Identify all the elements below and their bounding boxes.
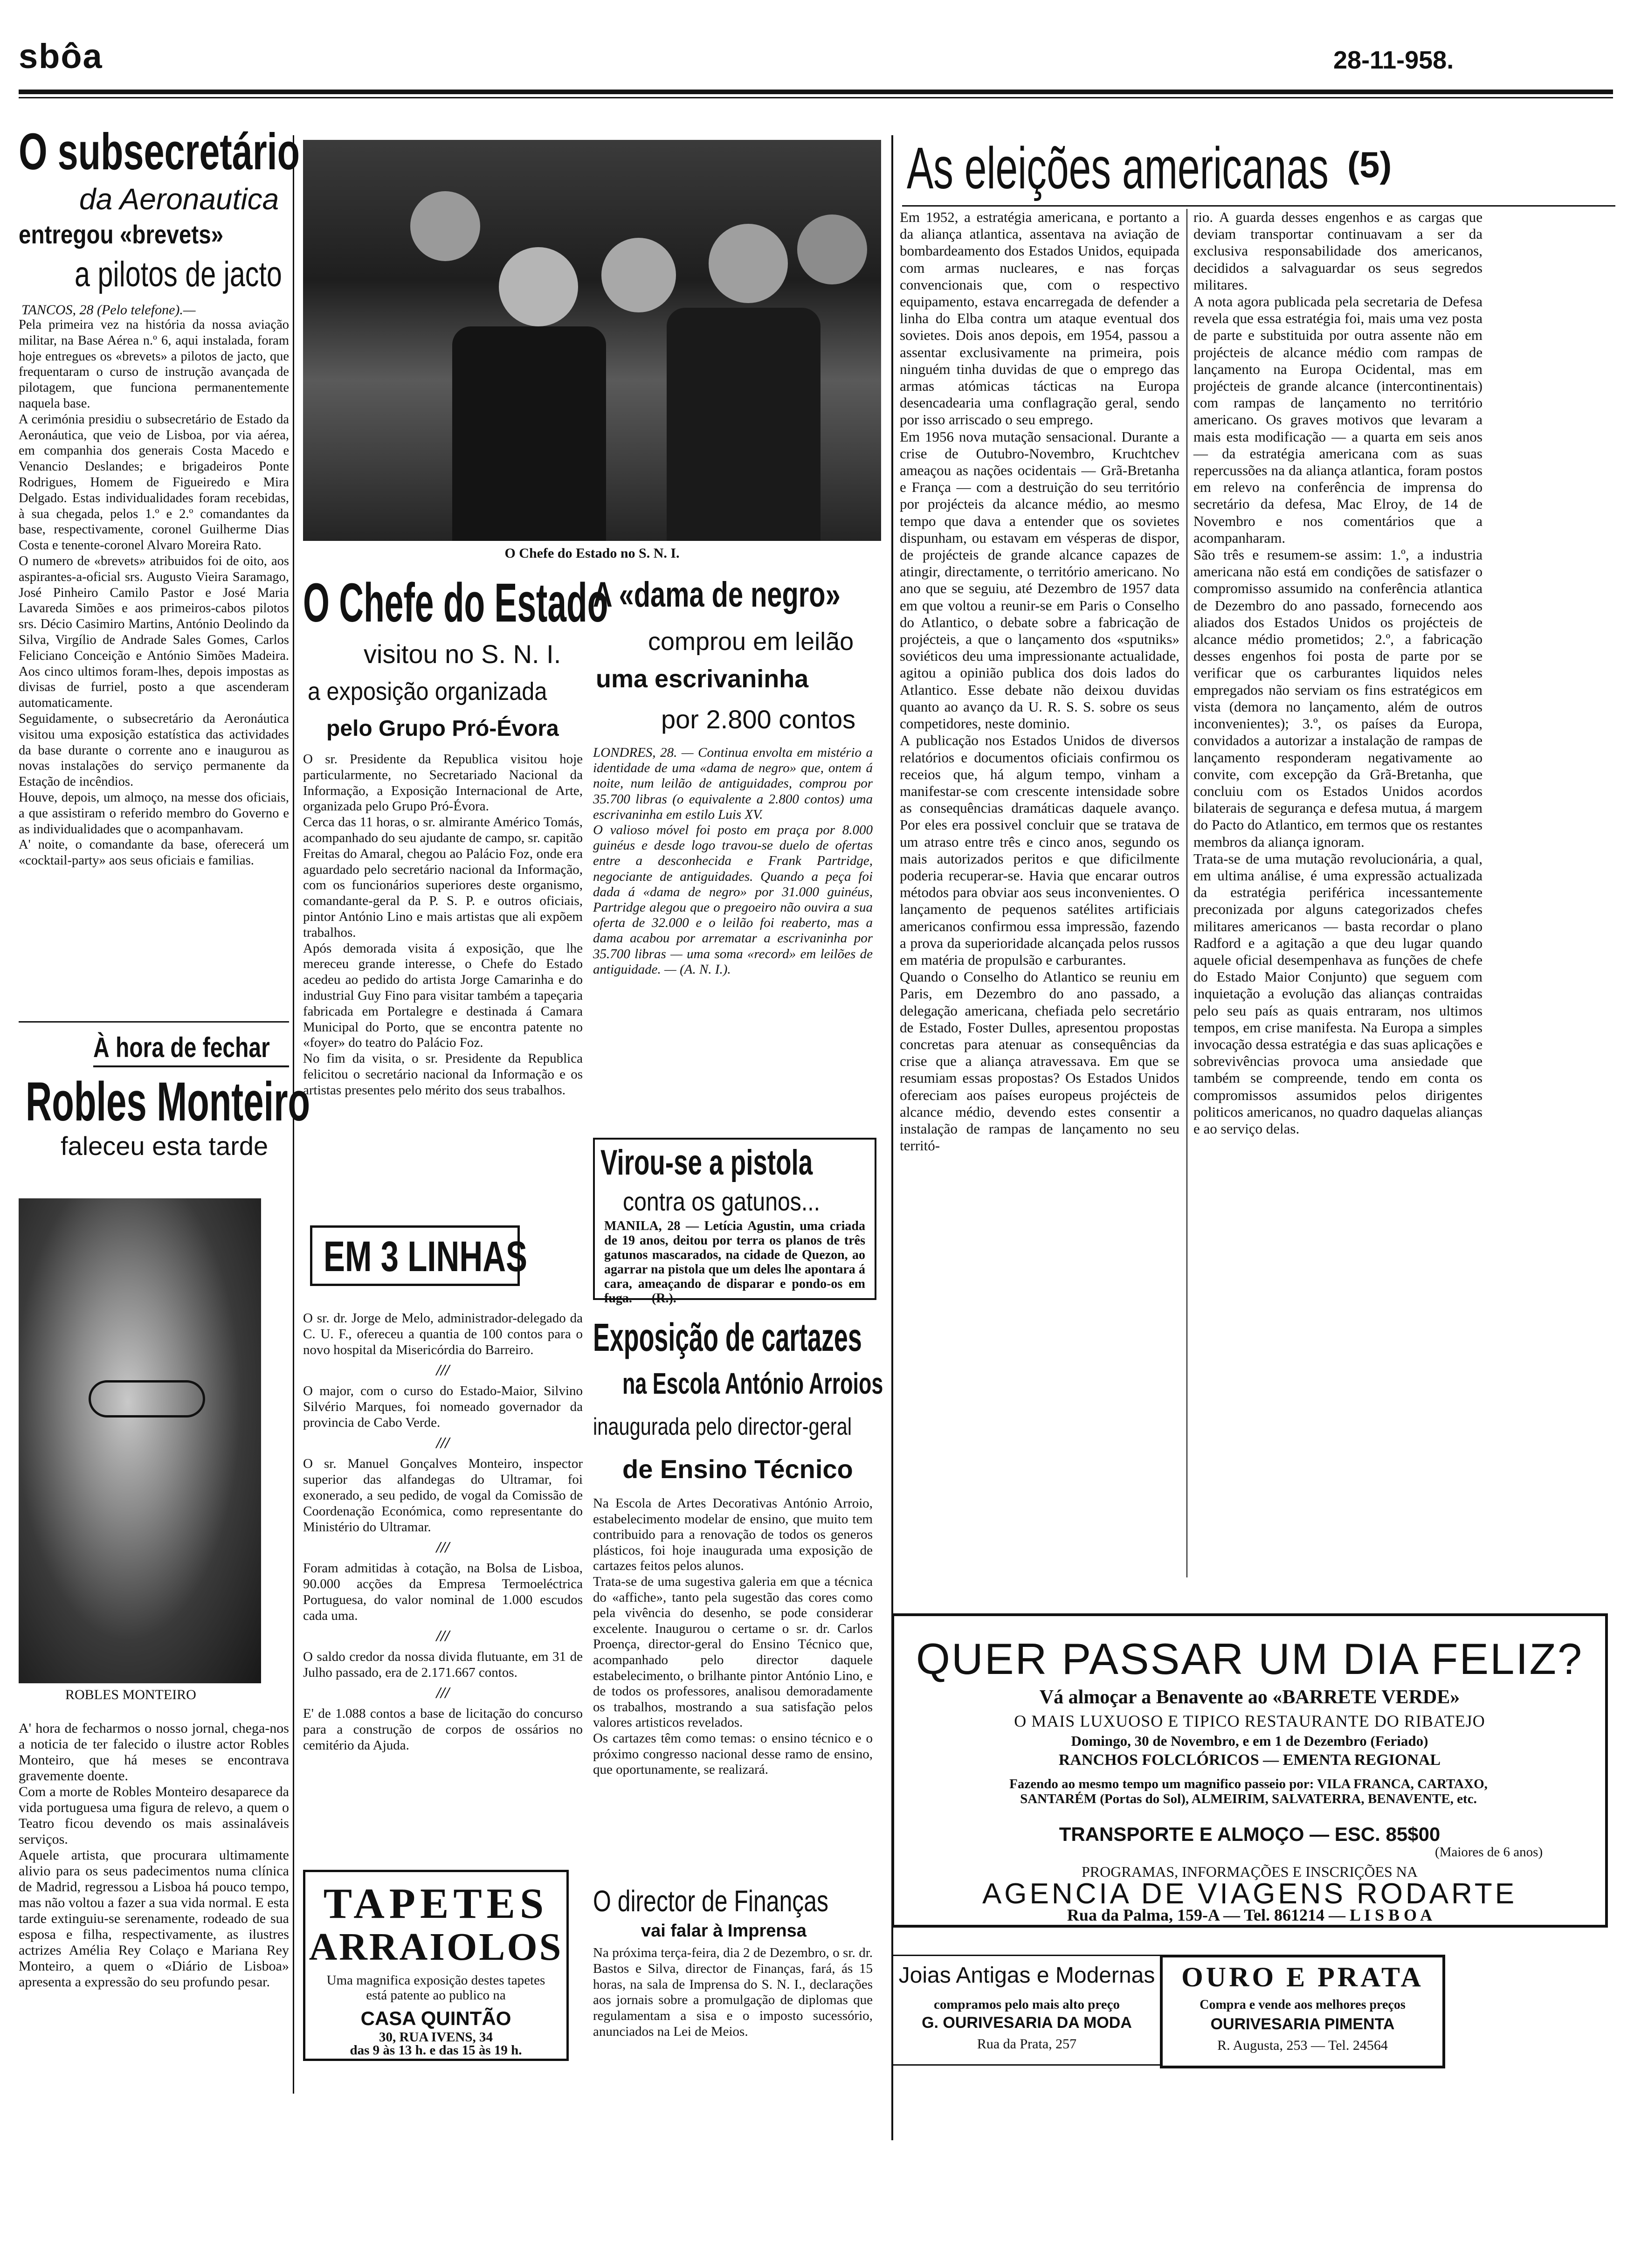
- masthead-rule-thin: [19, 97, 1613, 98]
- brief-separator: ///: [436, 1627, 450, 1645]
- eleicoes-headline: As eleições americanas: [907, 135, 1329, 201]
- chefe-body: O sr. Presidente da Republica visitou hoje particularmente, no Secretariado Nacional da Informação, a Exposição Internacional de Arte, organizada pelo Grupo Pró-Évora. Cerca das 11 horas, o sr. almirante Américo Tomás, acompanhado do seu ajudante de campo, sr. capitão Freitas do Amaral, chegou ao Palácio Foz, onde era aguardado pelo secretário nacional da Informação, com os funcionários superiores deste organismo, comandante-geral da P. S. P. e outros oficiais, pintor António Lino e mais artistas que ali expõem trabalhos. Após demorada visita á exposição, que lhe mereceu grande interesse, o Chefe do Estado acedeu ao pedido do artista Jorge Camarinha e do industrial Guy Fino para visitar também a tapeçaria fabricada em Portalegre e destinada á Camara Municipal do Porto, que se encontra patente no «foyer» do teatro do Palácio Foz. No fim da visita, o sr. Presidente da Republica felicitou o secretário nacional da Informação e os artistas presentes pelo mérito dos seus trabalhos.: [303, 752, 583, 1098]
- ouro-ad-title: OURO E PRATA: [1181, 1962, 1424, 1992]
- joias-ad-shop: G. OURIVESARIA DA MODA: [922, 2014, 1132, 2032]
- tapetes-ad-title: TAPETES: [323, 1880, 549, 1927]
- photo-figure: [601, 238, 676, 312]
- photo-figure: [410, 191, 480, 261]
- joias-ad-line: Rua da Prata, 257: [977, 2036, 1077, 2052]
- aero-subheadline: da Aeronautica: [79, 182, 279, 216]
- expo-subheadline: na Escola António Arroios: [622, 1367, 883, 1400]
- rodarte-ad: [891, 1613, 1608, 1928]
- expo-subheadline-2: inaugurada pelo director-geral: [593, 1413, 852, 1440]
- headline-rule: [902, 205, 1615, 207]
- tapetes-ad-shop: CASA QUINTÃO: [360, 2007, 511, 2029]
- robles-body: A' hora de fecharmos o nosso jornal, chega-nos a noticia de ter falecido o ilustre actor Robles Monteiro, que há meses se encontrava gravemente doente. Com a morte de Robles Monteiro desaparece da vida portuguesa uma figura de relevo, a quem o Teatro ficou devendo os mais assinaláveis serviços. Aquele artista, que procurara ultimamente alivio para os seus padecimentos numa clínica de Madrid, regressou a Lisboa há pouco tempo, mas não voltou a fazer a sua vida normal. E esta tarde extinguiu-se serenamente, rodeado de sua esposa e filha, respectivamente, as ilustres actrizes Amélia Rey Colaço e Mariana Rey Monteiro, a quem o «Diário de Lisboa» apresenta a expressão do seu profundo pesar.: [19, 1721, 289, 1990]
- portrait-glasses: [89, 1380, 205, 1418]
- brief-item: O saldo credor da nossa divida flutuante, em 31 de Julho passado, era de 2.171.667 contos.: [303, 1649, 583, 1680]
- rodarte-ad-line: Vá almoçar a Benavente ao «BARRETE VERDE»: [1039, 1687, 1460, 1708]
- robles-portrait: [19, 1198, 261, 1683]
- ouro-ad-shop: OURIVESARIA PIMENTA: [1210, 2015, 1395, 2033]
- brief-separator: ///: [436, 1539, 450, 1556]
- rodarte-ad-line: RANCHOS FOLCLÓRICOS — EMENTA REGIONAL: [1058, 1751, 1441, 1769]
- tapetes-ad-hours: das 9 às 13 h. e das 15 às 19 h.: [350, 2043, 522, 2058]
- pistola-box: [593, 1138, 876, 1306]
- rodarte-ad-address: Rua da Palma, 159-A — Tel. 861214 — L I S B O A: [1067, 1906, 1433, 1924]
- dama-subheadline-3: por 2.800 contos: [661, 705, 856, 734]
- rodarte-ad-line: Domingo, 30 de Novembro, e em 1 de Dezembro (Feriado): [1071, 1733, 1428, 1749]
- brief-item: E' de 1.088 contos a base de licitação do concurso para a construção de corpos de ossários no cemitério da Ajuda.: [303, 1706, 583, 1753]
- pistola-headline: Virou-se a pistola: [600, 1143, 813, 1182]
- ouro-ad-line: Compra e vende aos melhores preços: [1200, 1998, 1406, 2012]
- rodarte-ad-line: Fazendo ao mesmo tempo um magnifico passeio por: VILA FRANCA, CARTAXO, SANTARÉM (Portas do Sol), ALMEIRIM, SALVATERRA, BENAVENTE, etc.: [1009, 1777, 1488, 1806]
- rodarte-ad-price: TRANSPORTE E ALMOÇO — ESC. 85$00: [1059, 1823, 1441, 1845]
- ouro-ad-line: R. Augusta, 253 — Tel. 24564: [1217, 2038, 1388, 2053]
- eleicoes-body-left: Em 1952, a estratégia americana, e portanto a da aliança atlantica, assentava na aviação de bombardeamento dos Estados Unidos, equipada com armas nucleares, e nas forças convencionais que, com o respectivo equipamento, estava encarregada de defender a linha do Elba contra um ataque eventual dos sovietes. Dois anos depois, em 1954, passou a assentar exclusivamente na primeira, pois ninguém tinha duvidas de que o emprego das armas atómicas tácticas na Europa desencadearia uma conflagração geral, sendo por isso arriscado o seu emprego. Em 1956 nova mutação sensacional. Durante a crise de Outubro-Novembro, Kruchtchev ameaçou as nações ocidentais — Grã-Bretanha e França — com a destruição do seu território por projécteis da alcance médio, ao mesmo tempo que dava a entender que os sovietes dispunham, ou estavam em vésperas de dispor, de projécteis de grande alcance capazes de atingir, directamente, o território americano. No ano que se seguiu, até Dezembro de 1957 data em que voltou a reunir-se em Paris o Conselho do Atlantico, o debate sobre a fabricação de projécteis, a que o lançamento dos «sputniks» soviéticos deu uma impressionante actualidade, agitou a opinião publica dos dois lados do Atlantico. Esse debate não deixou duvidas quanto ao avanço da U. R. S. S. sobre os seus competidores, neste dominio. A publicação nos Estados Unidos de diversos relatórios e documentos oficiais confirmou os receios que, há algum tempo, vinham a manifestar-se com crescente intensidade sobre as consequências dramáticas daquele avanço. Por eles era possivel concluir que se tratava de um atraso entre três e cinco anos, segundo os mais autorizados peritos e que dificilmente poderia recuperar-se. Havia que encarar outros métodos para obviar aos seus inconvenientes. O lançamento de pequenos satélites artificiais americanos confirmou essa impressão, fazendo a prova da superioridade alcançada pelos russos em matéria de propulsão e carburantes. Quando o Conselho do Atlantico se reuniu em Paris, em Dezembro do ano passado, a delegação americana, chefiada pelo secretário de Estado, Foster Dulles, apresentou propostas concretas para atenuar as consequências da crise que a aliança atravessava. Em que se resumiam essas propostas? Os Estados Unidos ofereciam aos países europeus projécteis de alcance médio, devendo estes consentir a instalação de rampas de lançamento no seu territó-: [900, 209, 1179, 1154]
- em3linhas-banner: [310, 1225, 528, 1286]
- tapetes-ad-text: Uma magnifica exposição destes tapetes está patente ao publico na: [326, 1973, 545, 2003]
- aero-subheadline-3: a pilotos de jacto: [75, 255, 282, 294]
- ouro-prata-ad: [1160, 1955, 1445, 2068]
- eleicoes-body-right: rio. A guarda desses engenhos e as cargas que deviam transportar continuavam a ser da exclusiva responsabilidade dos americanos, decididos a salvaguardar os seus segredos militares. A nota agora publicada pela secretaria de Defesa revela que essa estratégia foi, mais uma vez posta de parte e substituida por outra assente não em projécteis de alcance médio com rampas de lançamento na Europa Ocidental, mas em projécteis de grande alcance (intercontinentais) com rampas de lançamento no território americano. Os graves motivos que levaram a mais esta modificação — a quarta em seis anos — da estratégia americana com as suas repercussões na da aliança atlantica, foram postos em relevo na conferência de imprensa do secretário da defesa, Mac Elroy, de 14 de Novembro e nos comentários que a acompanharam. São três e resumem-se assim: 1.º, a industria americana não está em condições de satisfazer o compromisso assumido na conferência atlantica de Dezembro do ano passado, fornecendo aos aliados dos Estados Unidos os projécteis de alcance médio prometidos; 2.º, a fabricação desses engenhos foi posta de parte por se verificar que os carburantes liquidos neles empregados não serviam os fins estratégicos em vista (demora no lançamento, além de outros inconvenientes); 3.º, os países da Europa, convidados a autorizar a instalação de rampas de lançamento responderam negativamente ao convite, com excepção da Grã-Bretanha, que concluiu com os Estados Unidos acordos bilaterais de segurança e defesa mutua, á margem do Pacto do Atlantico, em termos que os restantes membros da aliança ignoram. Trata-se de uma mutação revolucionária, a qual, em ultima análise, é uma expressão actualizada da estratégia periférica incessantemente preconizada por alguns categorizados chefes militares americanos — basta recordar o plano Radford e a agitação a que deu lugar quando aquele oficial desempenhava as funções de chefe do Estado Maior Conjunto) que seguem com inquietação a evolução das alianças contraidas pelo seu país as quais entraram, nos ultimos tempos, em crise manifesta. Na Europa a simples invocação dessa estratégia e das suas aplicações e sobrevivências provoca uma ansiedade que também se compreende, tendo em conta os compromissos assumidos pelos dirigentes politicos americanos, no quadro daquelas alianças e ao serviço delas.: [1193, 209, 1482, 1137]
- chefe-estado-photo: [303, 140, 881, 541]
- photo-figure: [452, 326, 606, 541]
- financas-headline: O director de Finanças: [593, 1884, 828, 1918]
- eleicoes-part-number: (5): [1347, 144, 1392, 185]
- briefs-list: [303, 1310, 583, 1753]
- chefe-subheadline: visitou no S. N. I.: [364, 639, 561, 669]
- brief-item: Foram admitidas à cotação, na Bolsa de Lisboa, 90.000 acções da Empresa Termoeléctrica Portuguesa, do valor nominal de 1.000 escudos cada uma.: [303, 1561, 583, 1623]
- aero-body: Pela primeira vez na história da nossa aviação militar, na Base Aérea n.º 6, aqui instalada, foram hoje entregues os «brevets» a pilotos de jacto, que frequentaram o curso de instrução avançada de pilotagem, que funciona permanentemente naquela base. A cerimónia presidiu o subsecretário de Estado da Aeronáutica, que veio de Lisboa, por via aérea, em companhia dos generais Costa Macedo e Venancio Deslandes; e brigadeiros Ponte Rodrigues, Homem de Figueiredo e Mira Delgado. Estas individualidades foram recebidas, à sua chegada, pelos 1.º e 2.º comandantes da base, respectivamente, coronel Guilherme Dias Costa e tenente-coronel Alvaro Moreira Rato. O numero de «brevets» atribuidos foi de oito, aos aspirantes-a-oficial srs. Augusto Vieira Saramago, José Pinheiro Camilo Pastor e José Maria Lavareda Simões e aos primeiros-cabos pilotos srs. Décio Casimiro Martins, António Deolindo da Silva, Virgílio de Andrade Sales Gomes, Carlos Feliciano Conceição e António Simões Madeira. Aos cinco ultimos foram-lhes, depois impostas as divisas de furriel, posto a que ascenderam automaticamente. Seguidamente, o subsecretário da Aeronáutica visitou uma exposição estatística das actividades da base durante o corrente ano e inaugurou as novas instalações do serviço permanente da Estação de incêndios. Houve, depois, um almoço, na messe dos oficiais, a que assistiram o referido membro do Governo e as individualidades que o acompanhavam. A' noite, o comandante da base, oferecerá um «cocktail-party» aos seus oficiais e familias.: [19, 318, 289, 868]
- chefe-photo-caption: O Chefe do Estado no S. N. I.: [504, 546, 680, 561]
- financas-body: Na próxima terça-feira, dia 2 de Dezembro, o sr. dr. Bastos e Silva, director de Finanças, fará, ás 15 horas, na sala de Imprensa do S. N. I., declarações aos jornais sobre a promulgação de diplomas que regulamentam a sisa e o imposto sucessório, anunciados na Lei de Meios.: [593, 1945, 873, 2039]
- brief-separator: ///: [436, 1362, 450, 1379]
- dama-headline: A «dama de negro»: [593, 575, 841, 615]
- expo-subheadline-3: de Ensino Técnico: [622, 1454, 853, 1484]
- em3linhas-label: EM 3 LINHAS: [324, 1233, 528, 1280]
- chefe-subheadline-3: pelo Grupo Pró-Évora: [326, 716, 559, 741]
- rodarte-ad-line: PROGRAMAS, INFORMAÇÕES E INSCRIÇÕES NA: [1081, 1863, 1418, 1880]
- joias-ad-line: compramos pelo mais alto preço: [934, 1997, 1120, 2012]
- rodarte-ad-agency: AGENCIA DE VIAGENS RODARTE: [982, 1878, 1517, 1910]
- financas-subheadline: vai falar à Imprensa: [641, 1921, 807, 1941]
- pistola-subheadline: contra os gatunos...: [623, 1187, 820, 1216]
- brief-separator: ///: [436, 1434, 450, 1452]
- dama-subheadline-2: uma escrivaninha: [596, 665, 809, 693]
- rodarte-ad-line: (Maiores de 6 anos): [1435, 1845, 1543, 1860]
- kicker-underline: [93, 1065, 289, 1067]
- tapetes-ad-title-2: ARRAIOLOS: [309, 1925, 563, 1969]
- robles-headline: Robles Monteiro: [26, 1071, 310, 1133]
- masthead-rule: [19, 90, 1613, 94]
- rodarte-ad-line: O MAIS LUXUOSO E TIPICO RESTAURANTE DO RIBATEJO: [1014, 1712, 1485, 1730]
- photo-figure: [709, 224, 788, 303]
- joias-ad-title: Joias Antigas e Modernas: [898, 1963, 1155, 1988]
- joias-ad: [891, 1955, 1162, 2066]
- brief-item: O sr. Manuel Gonçalves Monteiro, inspector superior das alfandegas do Ultramar, foi exonerado, a seu pedido, de vogal da Comissão de Coordenação Económica, como representante do Ministério do Ultramar.: [303, 1456, 583, 1535]
- robles-kicker: À hora de fechar: [93, 1032, 270, 1063]
- robles-caption: ROBLES MONTEIRO: [65, 1687, 196, 1702]
- pistola-body: MANILA, 28 — Letícia Agustin, uma criada de 19 anos, deitou por terra os planos de três gatunos mascarados, na cidade de Quezon, ao agarrar na pistola que um deles lhe apontara á cara, ameaçando de disparar e pondo-os em fuga. — (R.).: [604, 1219, 865, 1306]
- photo-figure: [667, 308, 820, 541]
- photo-figure: [797, 214, 867, 284]
- chefe-headline: O Chefe do Estado: [303, 572, 608, 634]
- column-divider: [1186, 209, 1187, 1577]
- masthead-paper-name: sbôa: [19, 37, 103, 76]
- aero-headline: O subsecretário: [19, 123, 300, 180]
- dama-body: LONDRES, 28. — Continua envolta em mistério a identidade de uma «dama de negro» que, ontem á noite, num leilão de antiguidades, comprou por 35.700 libras (o equivalente a 2.800 contos) uma escrivaninha em estilo Luis XV. O valioso móvel foi posto em praça por 8.000 guinéus e desde logo travou-se duelo de ofertas entre a desconhecida e Frank Partridge, negociante de antiguidades. Quando a peça foi dada á «dama de negro» por 31.000 guinéus, Partridge alegou que o pregoeiro não ouvira a sua oferta de 32.000 e o leilão foi reaberto, mas a dama acabou por arrematar a escrivaninha por 35.700 libras — uma soma «record» em leilões de antiguidade. — (A. N. I.).: [593, 745, 873, 977]
- tapetes-ad: [303, 1870, 569, 2061]
- aero-dateline: TANCOS, 28 (Pelo telefone).—: [21, 302, 196, 318]
- masthead-date: 28-11-958.: [1333, 46, 1454, 74]
- tapetes-ad-address: 30, RUA IVENS, 34: [379, 2030, 493, 2045]
- brief-separator: ///: [436, 1684, 450, 1701]
- brief-item: O sr. dr. Jorge de Melo, administrador-delegado da C. U. F., ofereceu a quantia de 100 contos para o novo hospital da Misericórdia do Barreiro.: [303, 1311, 583, 1357]
- photo-figure: [499, 247, 578, 326]
- expo-headline: Exposição de cartazes: [593, 1315, 862, 1359]
- section-rule: [19, 1021, 289, 1023]
- dama-subheadline: comprou em leilão: [648, 628, 854, 656]
- expo-body: Na Escola de Artes Decorativas António Arroio, estabelecimento modelar de ensino, que muito tem contribuido para a renovação de todos os generos plásticos, foi hoje inaugurada uma exposição de cartazes feitos pelos alunos. Trata-se de uma sugestiva galeria em que a técnica do «affiche», tanto pela sugestão das cores como pela vivência do desenho, se pode considerar excelente. Inaugurou o certame o sr. dr. Carlos Proença, director-geral do Ensino Técnico que, acompanhado pelo director daquele estabelecimento, o brilhante pintor António Lino, e de todos os professores, analisou demoradamente os trabalhos, mostrando a sua satisfação pelos valores artisticos revelados. Os cartazes têm como temas: o ensino técnico e o próximo congresso nacional desse ramo de ensino, que oportunamente, se realizará.: [593, 1496, 873, 1777]
- rodarte-ad-title: QUER PASSAR UM DIA FELIZ?: [916, 1634, 1584, 1683]
- brief-item: O major, com o curso do Estado-Maior, Silvino Silvério Marques, foi nomeado governador da provincia de Cabo Verde.: [303, 1383, 583, 1430]
- robles-subheadline: faleceu esta tarde: [61, 1131, 269, 1161]
- chefe-subheadline-2: a exposição organizada: [308, 678, 547, 705]
- aero-subheadline-2: entregou «brevets»: [19, 220, 224, 249]
